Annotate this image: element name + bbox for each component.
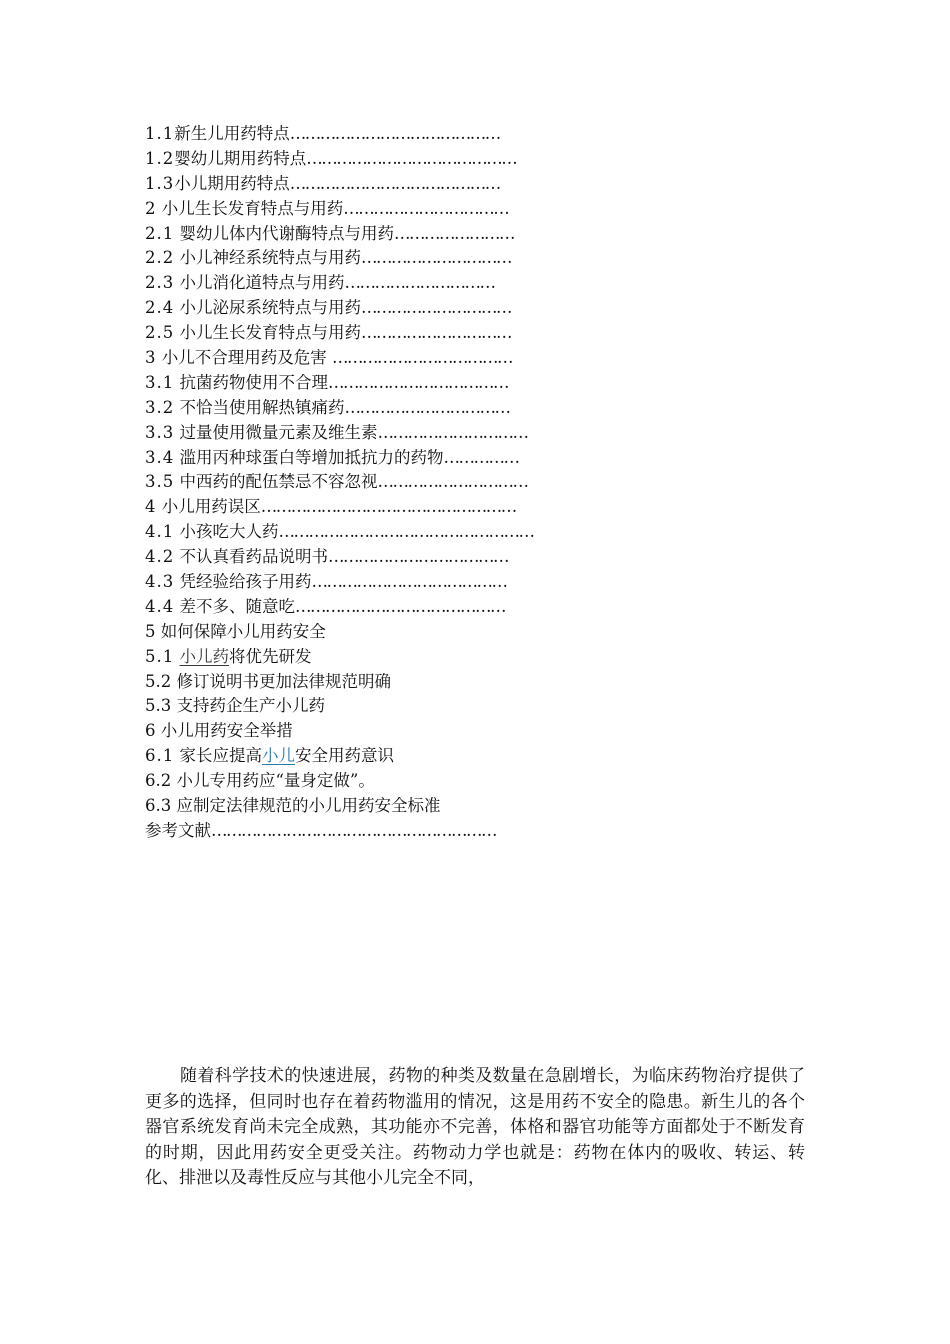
toc-entry-number: 2.5 xyxy=(145,323,175,343)
toc-entry[interactable] xyxy=(145,271,625,296)
toc-entry[interactable] xyxy=(145,421,625,446)
children-medicine-link[interactable]: 小儿药 xyxy=(179,646,229,666)
toc-entry[interactable] xyxy=(145,446,625,471)
toc-leader-dots: ………………………………………………… xyxy=(211,820,496,840)
toc-entry-title: 小儿期用药特点 xyxy=(174,173,290,193)
toc-entry-title: 中西药的配伍禁忌不容忽视 xyxy=(179,472,378,492)
toc-leader-dots: ………………………… xyxy=(377,422,528,442)
toc-leader-dots: ………………………… xyxy=(344,273,495,293)
toc-entry[interactable] xyxy=(145,346,625,371)
toc-entry-title: 婴幼儿体内代谢酶特点与用药 xyxy=(179,223,394,243)
toc-entry[interactable] xyxy=(145,470,625,495)
references-title: 参考文献 xyxy=(145,820,211,840)
toc-entry-number: 4.2 xyxy=(145,547,175,567)
toc-entry-title: 新生儿用药特点 xyxy=(174,124,290,143)
toc-entry-number: 6.1 xyxy=(145,746,175,766)
toc-entry[interactable] xyxy=(145,396,625,421)
toc-entry-number: 4 xyxy=(145,497,157,517)
toc-entry[interactable] xyxy=(145,595,625,620)
toc-leader-dots: ………………………… xyxy=(361,298,511,318)
toc-entry-title: 小儿神经系统特点与用药 xyxy=(179,248,361,268)
toc-entry-number: 2 xyxy=(145,198,157,218)
toc-leader-dots: …………………………………… xyxy=(295,596,505,616)
table-of-contents xyxy=(145,122,625,844)
toc-entry-number: 3.1 xyxy=(145,372,175,392)
toc-entry-number: 2.4 xyxy=(145,298,175,318)
toc-entry[interactable] xyxy=(145,520,625,545)
toc-entry-number: 2.2 xyxy=(145,248,175,268)
children-link[interactable]: 小儿 xyxy=(262,746,295,766)
toc-entry-number: 1.2 xyxy=(145,148,175,168)
toc-entry[interactable] xyxy=(145,246,625,271)
toc-leader-dots: …………………… xyxy=(394,223,514,243)
section-5-item-2: 5.2 修订说明书更加法律规范明确 xyxy=(145,671,391,691)
toc-leader-dots: ……………………………… xyxy=(328,547,508,567)
toc-entry-number: 4.4 xyxy=(145,596,175,616)
toc-leader-dots: …………………………… xyxy=(344,397,510,417)
toc-entry-number: 4.3 xyxy=(145,572,175,592)
toc-entry-number: 3.5 xyxy=(145,472,175,492)
toc-entry-title: 小儿生长发育特点与用药 xyxy=(179,323,361,343)
toc-entry-title: 家长应提高 xyxy=(179,746,262,766)
toc-entry-title: 滥用丙种球蛋白等增加抵抗力的药物 xyxy=(179,447,444,467)
toc-entry-title: 不认真看药品说明书 xyxy=(179,547,328,567)
toc-entry-title: 小儿泌尿系统特点与用药 xyxy=(179,298,361,318)
toc-entry[interactable] xyxy=(145,172,625,197)
toc-leader-dots: …………………………… xyxy=(343,198,509,218)
toc-entry[interactable] xyxy=(145,197,625,222)
references-entry[interactable] xyxy=(145,819,625,844)
toc-entry[interactable] xyxy=(145,122,625,147)
toc-leader-dots: ……………………………… xyxy=(332,348,512,368)
section-5-item-1 xyxy=(145,645,625,670)
toc-leader-dots: ………………………………… xyxy=(311,572,507,592)
toc-entry-title: 过量使用微量元素及维生素 xyxy=(179,422,378,442)
section-6-item-3: 6.3 应制定法律规范的小儿用药安全标准 xyxy=(145,796,441,816)
toc-entry[interactable] xyxy=(145,371,625,396)
toc-entry[interactable] xyxy=(145,222,625,247)
toc-entry-title: 婴幼儿期用药特点 xyxy=(174,148,307,168)
section-5-item-3: 5.3 支持药企生产小儿药 xyxy=(145,696,325,716)
toc-entry-title-rest: 安全用药意识 xyxy=(295,746,394,766)
toc-entry-number: 3.4 xyxy=(145,447,175,467)
body-paragraph: 随着科学技术的快速进展，药物的种类及数量在急剧增长，为临床药物治疗提供了更多的选择，但同时也存在着药物滥用的情况，这是用药不安全的隐患。新生儿的各个器官系统发育尚未完全成熟，其功能亦不完善，体格和器官功能等方面都处于不断发育的时期，因此用药安全更受关注。药物动力学也就是：药物在体内的吸收、转运、转化、排泄以及毒性反应与其他小儿完全不同， xyxy=(145,1066,805,1188)
toc-entry-number: 3 xyxy=(145,348,157,368)
toc-entry-title: 抗菌药物使用不合理 xyxy=(179,372,328,392)
toc-entry-title: 差不多、随意吃 xyxy=(179,596,295,616)
toc-entry[interactable] xyxy=(145,147,625,172)
toc-entry-title: 小儿不合理用药及危害 xyxy=(161,348,332,368)
toc-entry-title: 小儿消化道特点与用药 xyxy=(179,273,345,293)
toc-leader-dots: ……………………………… xyxy=(328,372,508,392)
toc-entry-number: 5.1 xyxy=(145,646,175,666)
toc-entry-number: 1.1 xyxy=(145,124,175,143)
toc-entry-title: 小孩吃大人药 xyxy=(179,522,279,542)
toc-entry[interactable] xyxy=(145,570,625,595)
toc-leader-dots: …………………………………………… xyxy=(260,497,516,517)
section-6-item-1 xyxy=(145,744,625,769)
toc-leader-dots: …………………………………… xyxy=(289,173,500,193)
toc-entry[interactable] xyxy=(145,321,625,346)
toc-entry[interactable] xyxy=(145,495,625,520)
toc-leader-dots: ………………………… xyxy=(361,323,511,343)
toc-entry-title: 凭经验给孩子用药 xyxy=(179,572,312,592)
toc-leader-dots: …………… xyxy=(443,447,519,467)
section-6-heading: 6 小儿用药安全举措 xyxy=(145,721,293,741)
toc-entry[interactable] xyxy=(145,296,625,321)
toc-entry-title: 将优先研发 xyxy=(229,646,312,666)
toc-entry-number: 3.3 xyxy=(145,422,175,442)
toc-entry-number: 2.1 xyxy=(145,223,175,243)
toc-leader-dots: ………………………… xyxy=(377,472,528,492)
toc-entry-title: 小儿用药误区 xyxy=(161,497,261,517)
toc-entry-title: 小儿生长发育特点与用药 xyxy=(161,198,344,218)
toc-entry-title: 不恰当使用解热镇痛药 xyxy=(179,397,345,417)
toc-leader-dots: ………………………… xyxy=(361,248,511,268)
toc-entry-number: 1.3 xyxy=(145,173,175,193)
toc-leader-dots: …………………………………… xyxy=(306,148,517,168)
section-6-item-2: 6.2 小儿专用药应“量身定做”。 xyxy=(145,771,375,791)
toc-leader-dots: …………………………………… xyxy=(289,124,500,143)
section-5-heading: 5 如何保障小儿用药安全 xyxy=(145,621,326,641)
toc-entry[interactable] xyxy=(145,545,625,570)
toc-entry-number: 4.1 xyxy=(145,522,175,542)
toc-leader-dots: …………………………………………… xyxy=(278,522,534,542)
toc-entry-number: 3.2 xyxy=(145,397,175,417)
toc-entry-number: 2.3 xyxy=(145,273,175,293)
